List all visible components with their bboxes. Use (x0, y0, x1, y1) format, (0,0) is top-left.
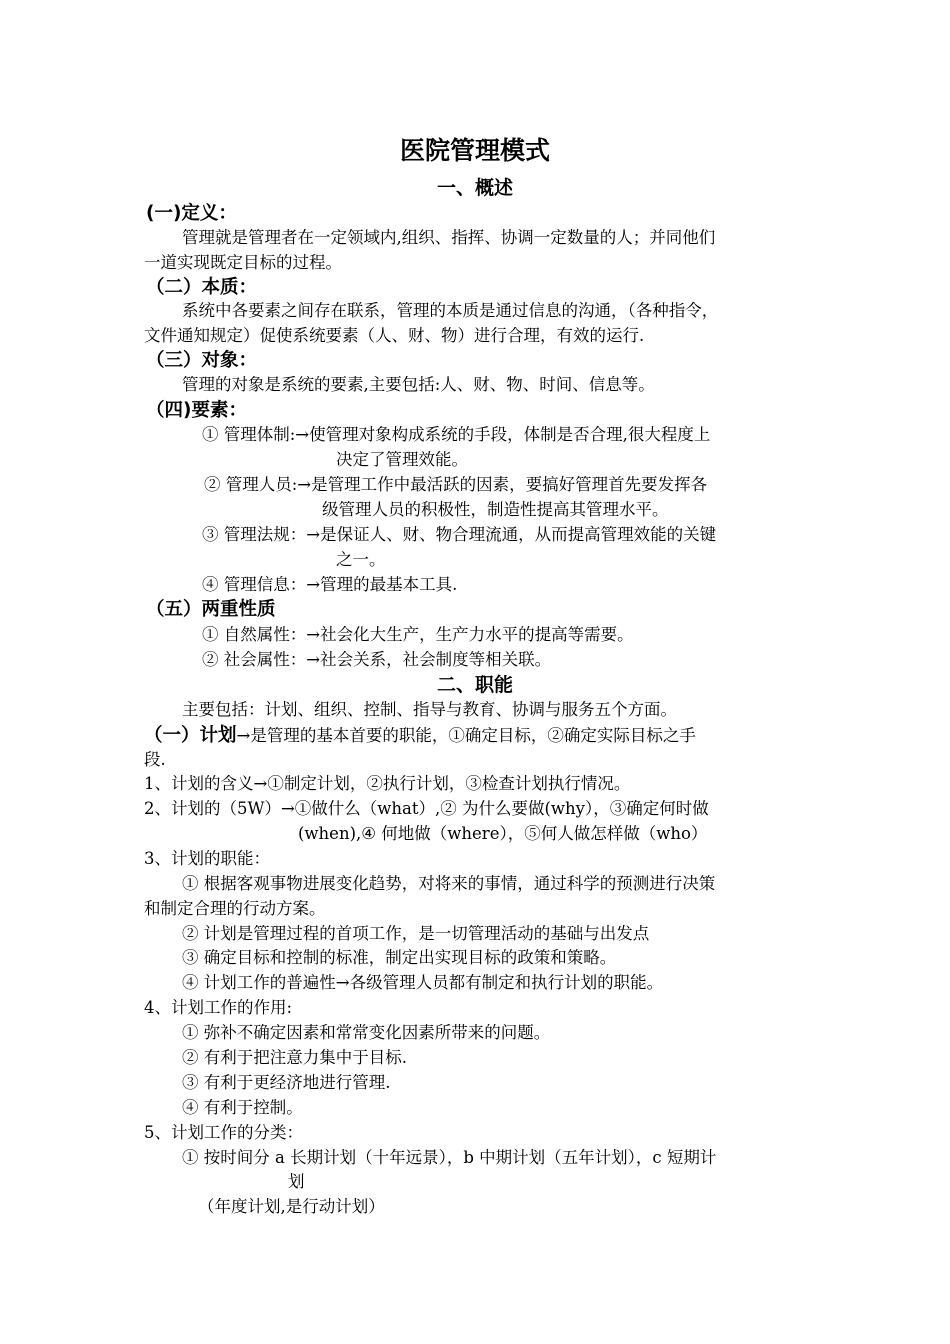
section-heading-functions: 二、职能 (436, 674, 513, 696)
list-item: ① 自然属性：→社会化大生产，生产力水平的提高等需要。 (202, 625, 634, 644)
heading-definition: (一)定义： (146, 203, 237, 224)
numbered-item: 2、计划的（5W）→①做什么（what）,② 为什么要做(why），③确定何时做 (144, 799, 709, 818)
heading-object: （三）对象： (146, 350, 258, 371)
paragraph-line: 文件通知规定）促使系统要素（人、财、物）进行合理，有效的运行. (144, 326, 645, 345)
list-item: ③ 管理法规：→是保证人、财、物合理流通，从而提高管理效能的关键 (202, 525, 717, 544)
list-item: ① 根据客观事物进展变化趋势，对将来的事情，通过科学的预测进行决策 (182, 874, 716, 893)
list-item-continuation: 和制定合理的行动方案。 (144, 899, 326, 918)
list-item: ② 社会属性：→社会关系，社会制度等相关联。 (202, 650, 552, 669)
list-item: ① 弥补不确定因素和常常变化因素所带来的问题。 (182, 1023, 551, 1042)
list-item: ① 管理体制:→使管理对象构成系统的手段，体制是否合理,很大程度上 (202, 425, 711, 444)
numbered-item: 3、计划的职能： (144, 849, 270, 868)
paragraph-line: 段. (144, 750, 166, 769)
list-item: ① 按时间分 a 长期计划（十年远景），b 中期计划（五年计划），c 短期计 (182, 1148, 717, 1167)
paragraph-line: 主要包括：计划、组织、控制、指导与教育、协调与服务五个方面。 (182, 700, 677, 719)
numbered-item: 5、计划工作的分类： (144, 1123, 303, 1142)
list-item: ③ 有利于更经济地进行管理. (182, 1073, 391, 1092)
section-heading-overview: 一、概述 (436, 177, 513, 199)
list-item: ② 管理人员:→是管理工作中最活跃的因素，要搞好管理首先要发挥各 (204, 475, 708, 494)
heading-plan: （一）计划 (144, 725, 237, 746)
list-item: ④ 计划工作的普遍性→各级管理人员都有制定和执行计划的职能。 (182, 973, 664, 992)
list-item: ④ 管理信息：→管理的最基本工具. (202, 575, 458, 594)
numbered-item: 1、计划的含义→①制定计划，②执行计划，③检查计划执行情况。 (144, 774, 631, 793)
list-item: ② 有利于把注意力集中于目标. (182, 1048, 407, 1067)
paragraph-line: 系统中各要素之间存在联系，管理的本质是通过信息的沟通，（各种指令， (182, 301, 719, 320)
document-title: 医院管理模式 (399, 136, 550, 165)
heading-elements: （四)要素： (146, 400, 247, 421)
list-item-continuation: 划 (288, 1172, 305, 1191)
plan-definition: →是管理的基本首要的职能，①确定目标，②确定实际目标之手 (236, 726, 696, 745)
list-item-continuation: 之一。 (336, 550, 386, 569)
list-item: ③ 确定目标和控制的标准，制定出实现目标的政策和策略。 (182, 948, 617, 967)
numbered-item: 4、计划工作的作用: (144, 998, 293, 1017)
list-item: ② 计划是管理过程的首项工作，是一切管理活动的基础与出发点 (182, 924, 650, 943)
list-item-continuation: 决定了管理效能。 (336, 450, 468, 469)
heading-dual-nature: （五）两重性质 (146, 599, 276, 620)
paragraph-line: 管理就是管理者在一定领域内,组织、指挥、协调一定数量的人；并同他们 (182, 228, 716, 247)
paragraph-line: 管理的对象是系统的要素,主要包括:人、财、物、时间、信息等。 (182, 375, 655, 394)
paragraph-line (144, 725, 696, 747)
numbered-item-continuation: (when),④ 何地做（where），⑤何人做怎样做（who） (298, 824, 708, 843)
heading-essence: （二）本质： (146, 277, 258, 298)
list-item-continuation: （年度计划,是行动计划） (198, 1197, 385, 1216)
paragraph-line: 一道实现既定目标的过程。 (144, 253, 342, 272)
list-item: ④ 有利于控制。 (182, 1098, 303, 1117)
list-item-continuation: 级管理人员的积极性，制造性提高其管理水平。 (322, 500, 669, 519)
